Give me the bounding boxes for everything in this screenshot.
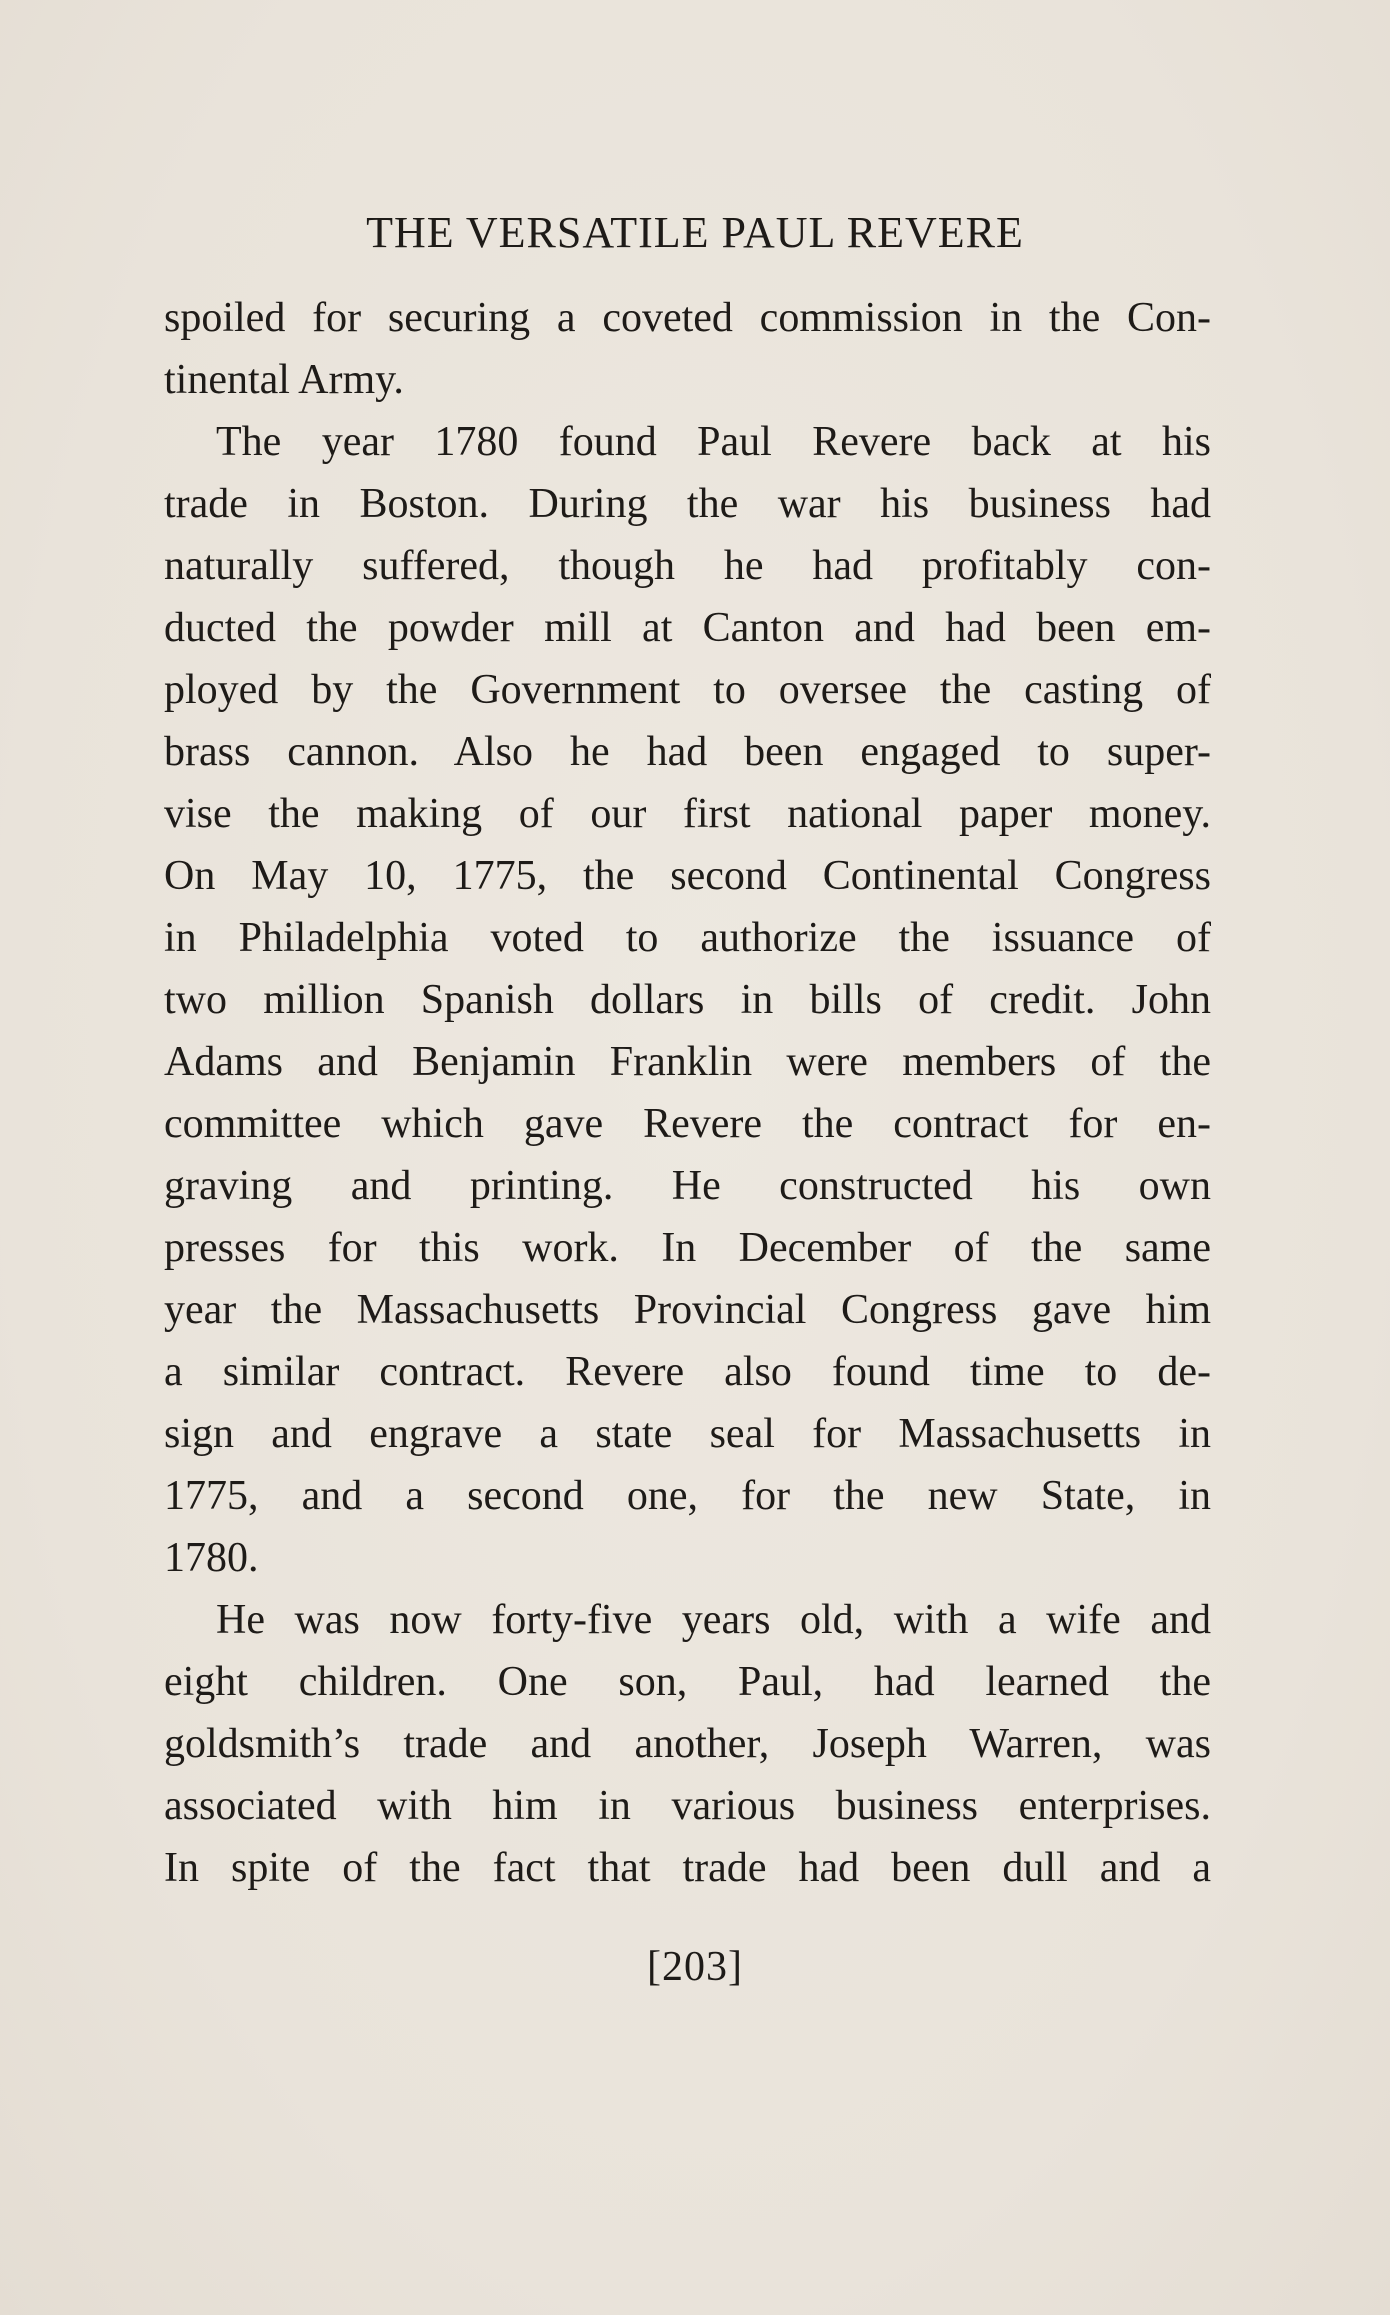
text-line: year the Massachusetts Provincial Congress gave him [164, 1287, 1211, 1333]
text-line: in Philadelphia voted to authorize the issuance of [164, 915, 1211, 961]
text-line: presses for this work. In December of the same [164, 1225, 1211, 1271]
text-line: naturally suffered, though he had profitably con- [164, 543, 1211, 589]
text-line: spoiled for securing a coveted commission in the Con- [164, 295, 1211, 341]
text-line: He was now forty-five years old, with a wife and [216, 1597, 1211, 1643]
text-line: The year 1780 found Paul Revere back at his [216, 419, 1211, 465]
text-line: eight children. One son, Paul, had learned the [164, 1659, 1211, 1705]
text-line: brass cannon. Also he had been engaged to super- [164, 729, 1211, 775]
text-line: associated with him in various business enterprises. [164, 1783, 1211, 1829]
text-line: a similar contract. Revere also found time to de- [164, 1349, 1211, 1395]
text-line: On May 10, 1775, the second Continental Congress [164, 853, 1211, 899]
body-text [164, 287, 1211, 1899]
text-line: tinental Army. [164, 357, 404, 403]
text-line: ployed by the Government to oversee the casting of [164, 667, 1211, 713]
text-line: vise the making of our first national paper money. [164, 791, 1211, 837]
text-line: committee which gave Revere the contract for en- [164, 1101, 1211, 1147]
page-number: [203] [647, 1944, 743, 1990]
text-line: 1780. [164, 1535, 259, 1581]
text-line: two million Spanish dollars in bills of credit. John [164, 977, 1211, 1023]
text-line: Adams and Benjamin Franklin were members of the [164, 1039, 1211, 1085]
text-line: 1775, and a second one, for the new State, in [164, 1473, 1211, 1519]
text-line: goldsmith’s trade and another, Joseph Warren, was [164, 1721, 1211, 1767]
text-line: In spite of the fact that trade had been dull and a [164, 1845, 1211, 1891]
text-line: graving and printing. He constructed his own [164, 1163, 1211, 1209]
running-head-title: THE VERSATILE PAUL REVERE [366, 208, 1024, 257]
text-line: trade in Boston. During the war his business had [164, 481, 1211, 527]
text-line: sign and engrave a state seal for Massachusetts in [164, 1411, 1211, 1457]
text-line: ducted the powder mill at Canton and had been em- [164, 605, 1211, 651]
